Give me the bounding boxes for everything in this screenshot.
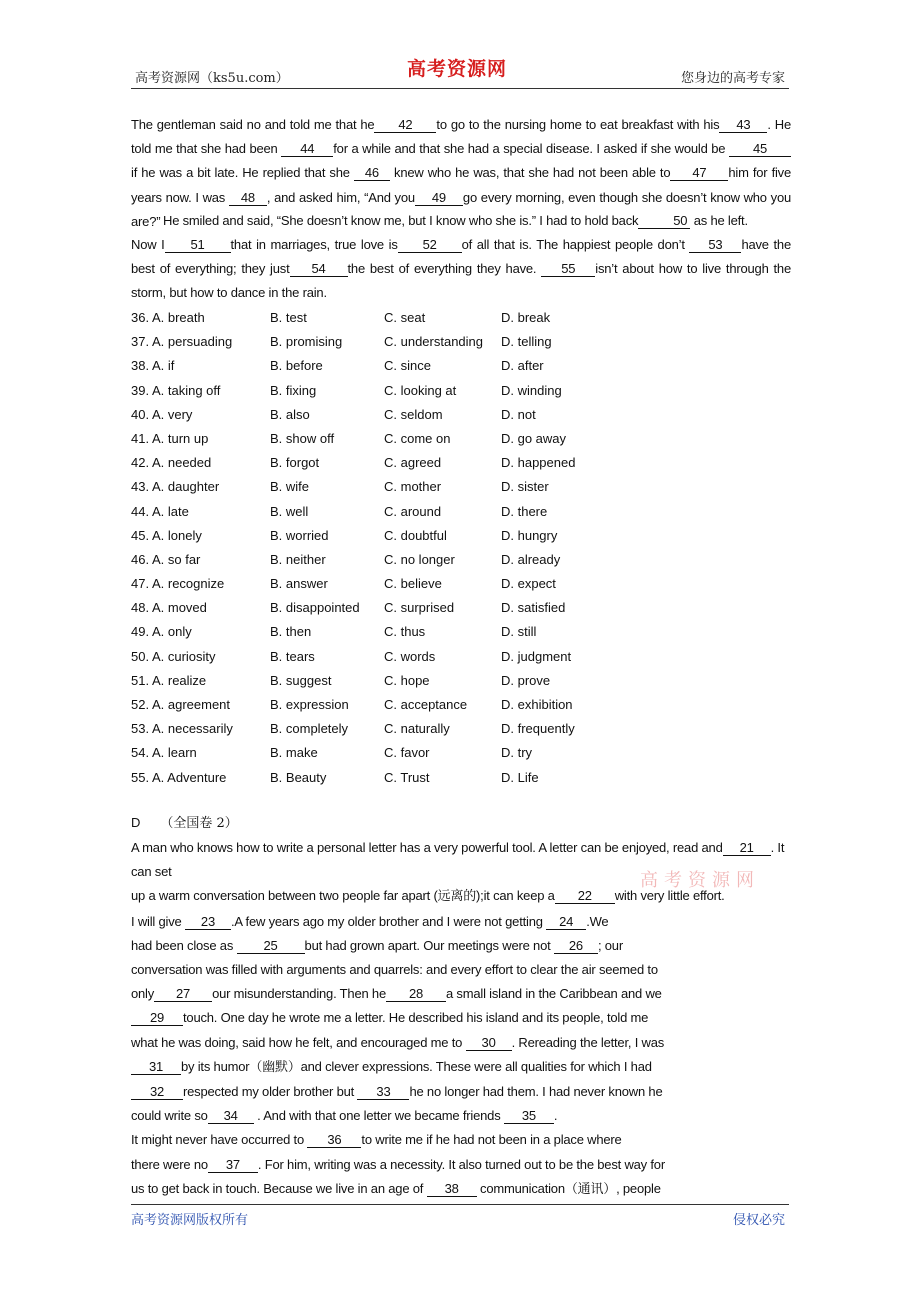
blank-22: 22 [555, 888, 615, 904]
passage2-line: I will give 23 .A few years ago my older brother and I were not getting 24 .We [131, 913, 609, 929]
option-row: 36. A. breath B. test C. seat D. break [131, 310, 551, 325]
blank-35: 35 [504, 1108, 554, 1124]
passage1-paragraph1: The gentleman said no and told me that he 42 to go to the nursing home to eat breakfast with his 43 . He told me that she had been 44 for a while and that she had a special disease. I asked if she would be 45if he was a bit late. He replied that she 46 knew who he was, that she had not been able to 47 him for five years now. I was 48 , and asked him, “And you 49 go every morning, even though she doesn’t know who you are?” [131, 117, 792, 229]
blank-30: 30 [466, 1035, 512, 1051]
passage1-paragraph2: He smiled and said, “She doesn’t know me, but I know who she is.” I had to hold back 50 as he left. [163, 213, 748, 228]
header-slogan: 您身边的高考专家 [680, 71, 785, 86]
blank-54: 54 [290, 261, 348, 277]
blank-50: 50 [638, 213, 690, 229]
option-row: 41. A. turn up B. show off C. come on D. go away [131, 430, 567, 446]
passage2-line: us to get back in touch. Because we live in an age of 38 communication（通讯）, people [131, 1180, 661, 1197]
passage1-paragraph3: Now I 51 that in marriages, true love is 52 of all that is. The happiest people don’t 53 have the best of everything; they just 54 the best of everything they have. 55 isn’t about how to live through the storm, but how to dance in the rain. [131, 237, 791, 301]
blank-25: 25 [237, 938, 305, 954]
header-logo: 高考资源网 [407, 58, 508, 80]
passage2-line: only 27 our misunderstanding. Then he 28 a small island in the Caribbean and we [131, 986, 662, 1002]
blank-24: 24 [546, 914, 586, 930]
blank-23: 23 [185, 914, 231, 930]
option-row: 48. A. moved B. disappointed C. surprised D. satisfied [131, 600, 566, 616]
blank-52: 52 [398, 237, 462, 253]
watermark-logo: 高考资源网 [640, 870, 760, 891]
option-row: 39. A. taking off B. fixing C. looking at D. winding [131, 382, 562, 398]
blank-21: 21 [723, 840, 771, 856]
blank-34: 34 [208, 1108, 254, 1124]
blank-32: 32 [131, 1084, 183, 1100]
option-row: 38. A. if B. before C. since D. after [131, 358, 544, 374]
option-row: 50. A. curiosity B. tears C. words D. judgment [131, 648, 572, 664]
option-row: 54. A. learn B. make C. favor D. try [131, 745, 533, 761]
blank-44: 44 [281, 141, 333, 157]
blank-31: 31 [131, 1059, 181, 1075]
blank-46: 46 [354, 165, 390, 181]
option-row: 44. A. late B. well C. around D. there [131, 503, 548, 519]
option-row: 51. A. realize B. suggest C. hope D. prove [131, 672, 551, 688]
blank-42: 42 [374, 117, 436, 133]
blank-27: 27 [154, 986, 212, 1002]
blank-43: 43 [719, 117, 767, 133]
blank-28: 28 [386, 986, 446, 1002]
header-site-name: 高考资源网（ks5u.com） [135, 71, 289, 86]
option-row: 47. A. recognize B. answer C. believe D. expect [131, 576, 556, 592]
option-row: 49. A. only B. then C. thus D. still [131, 624, 537, 640]
blank-33: 33 [357, 1084, 409, 1100]
blank-29: 29 [131, 1010, 183, 1026]
passage2-line: A man who knows how to write a personal letter has a very powerful tool. A letter can be enjoyed, read and 21 . It can set [131, 840, 785, 880]
passage2-line: It might never have occurred to 36 to write me if he had not been in a place where [131, 1132, 622, 1148]
blank-55: 55 [541, 261, 595, 277]
option-row: 40. A. very B. also C. seldom D. not [131, 406, 536, 422]
blank-47: 47 [670, 165, 728, 181]
option-row: 53. A. necessarily B. completely C. naturally D. frequently [131, 721, 575, 737]
passage2-line: 29 touch. One day he wrote me a letter. He described his island and its people, told me [131, 1006, 791, 1030]
option-row: 46. A. so far B. neither C. no longer D. already [131, 551, 561, 567]
section-letter: D [131, 815, 141, 830]
section-heading [131, 812, 238, 831]
passage2-line: there were no 37 . For him, writing was a necessity. It also turned out to be the best way for [131, 1156, 665, 1172]
option-row: 37. A. persuading B. promising C. understanding D. telling [131, 334, 552, 350]
option-row: 42. A. needed B. forgot C. agreed D. happened [131, 455, 576, 471]
section-source: （全国卷 2） [160, 816, 238, 831]
blank-26: 26 [554, 938, 598, 954]
blank-49: 49 [415, 190, 463, 206]
footer-copyright: 高考资源网版权所有 [131, 1213, 249, 1228]
option-row: 55. A. Adventure B. Beauty C. Trust D. Life [131, 769, 539, 785]
passage2-line: could write so 34 . And with that one letter we became friends 35 . [131, 1108, 558, 1124]
blank-36: 36 [307, 1132, 361, 1148]
blank-45: 45 [729, 141, 791, 157]
blank-37: 37 [208, 1157, 258, 1173]
passage2-line: up a warm conversation between two people far apart (远离的);it can keep a 22 with very little effort. [131, 888, 725, 905]
passage2-line: conversation was filled with arguments and quarrels: and every effort to clear the air seemed to [131, 962, 658, 978]
footer-notice: 侵权必究 [732, 1213, 785, 1228]
passage2-line: had been close as 25 but had grown apart. Our meetings were not 26 ; our [131, 937, 623, 953]
blank-51: 51 [165, 237, 231, 253]
passage2 [131, 836, 791, 1202]
blank-53: 53 [689, 237, 741, 253]
blank-38: 38 [427, 1181, 477, 1197]
passage2-line: what he was doing, said how he felt, and encouraged me to 30 . Rereading the letter, I was [131, 1034, 665, 1050]
option-row: 43. A. daughter B. wife C. mother D. sister [131, 479, 549, 495]
option-row: 52. A. agreement B. expression C. acceptance D. exhibition [131, 697, 573, 712]
option-row: 45. A. lonely B. worried C. doubtful D. hungry [131, 527, 558, 543]
passage2-line: 31 by its humor（幽默）and clever expressions. These were all qualities for which I had [131, 1055, 791, 1080]
page-footer [131, 1204, 789, 1229]
page-header [131, 60, 789, 89]
options-list [131, 306, 791, 790]
passage2-line: 32 respected my older brother but 33 he no longer had them. I had never known he [131, 1080, 791, 1104]
blank-48: 48 [229, 190, 267, 206]
